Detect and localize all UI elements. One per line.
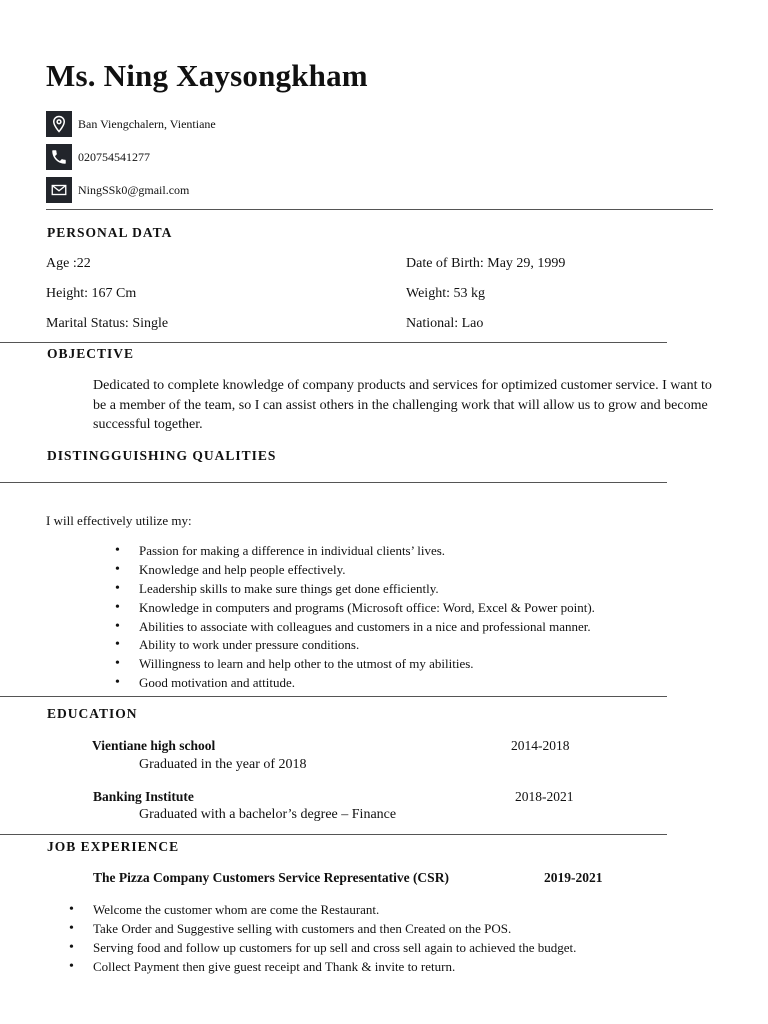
qualities-end-divider [0,696,667,697]
list-item: • Good motivation and attitude. [139,674,595,693]
email-row [46,177,189,203]
job-role: The Pizza Company Customers Service Representative (CSR) [93,870,449,885]
job-years: 2019-2021 [544,870,603,885]
education-years: 2014-2018 [511,738,570,753]
education-detail: Graduated with a bachelor’s degree – Finance [139,807,397,822]
candidate-name: Ms. Ning Xaysongkham [46,58,368,93]
header-divider [46,209,713,210]
list-item: • Welcome the customer whom are come the Restaurant. [93,901,576,920]
objective-heading: OBJECTIVE [47,346,135,361]
height-field: Height: 167 Cm [46,286,137,301]
phone-text: 020754541277 [78,149,150,164]
qualities-list [139,542,595,693]
personal-data-heading: PERSONAL DATA [47,225,173,240]
marital-field: Marital Status: Single [46,316,169,331]
list-item: • Leadership skills to make sure things get done efficiently. [139,580,595,599]
job-experience-heading: JOB EXPERIENCE [47,839,180,854]
qualities-intro: I will effectively utilize my: [46,513,192,528]
qualities-heading: DISTINGGUISHING QUALITIES [47,448,277,463]
email-text: NingSSk0@gmail.com [78,182,190,197]
list-item: • Knowledge and help people effectively. [139,561,595,580]
phone-icon [46,144,72,170]
list-item: • Serving food and follow up customers for up sell and cross sell again to achieved the budget. [93,939,576,958]
education-heading: EDUCATION [47,706,138,721]
weight-field: Weight: 53 kg [406,286,485,301]
objective-text: Dedicated to complete knowledge of company products and services for optimized customer service. I want to be a member of the team, so I can assist others in the challenging work that will allow us to grow and become successful together. [93,378,712,432]
education-divider [0,834,667,835]
list-item: • Knowledge in computers and programs (Microsoft office: Word, Excel & Power point). [139,599,595,618]
education-school: Banking Institute [93,789,194,804]
list-item: • Passion for making a difference in individual clients’ lives. [139,542,595,561]
age-field: Age :22 [46,256,91,271]
list-item: • Abilities to associate with colleagues and customers in a nice and professional manner. [139,618,595,637]
job-duties-list [93,901,576,977]
dob-field: Date of Birth: May 29, 1999 [406,256,566,271]
list-item: • Willingness to learn and help other to the utmost of my abilities. [139,655,595,674]
list-item: • Collect Payment then give guest receipt and Thank & invite to return. [93,958,576,977]
envelope-icon [46,177,72,203]
education-school: Vientiane high school [92,738,216,753]
personal-divider [0,342,667,343]
education-detail: Graduated in the year of 2018 [139,757,307,772]
address-text: Ban Viengchalern, Vientiane [78,116,216,131]
phone-row [46,144,150,170]
location-pin-icon [46,111,72,137]
national-field: National: Lao [406,316,484,331]
list-item: • Ability to work under pressure conditions. [139,636,595,655]
education-years: 2018-2021 [515,789,574,804]
address-row [46,111,216,137]
list-item: • Take Order and Suggestive selling with customers and then Created on the POS. [93,920,576,939]
qualities-divider [0,482,667,483]
